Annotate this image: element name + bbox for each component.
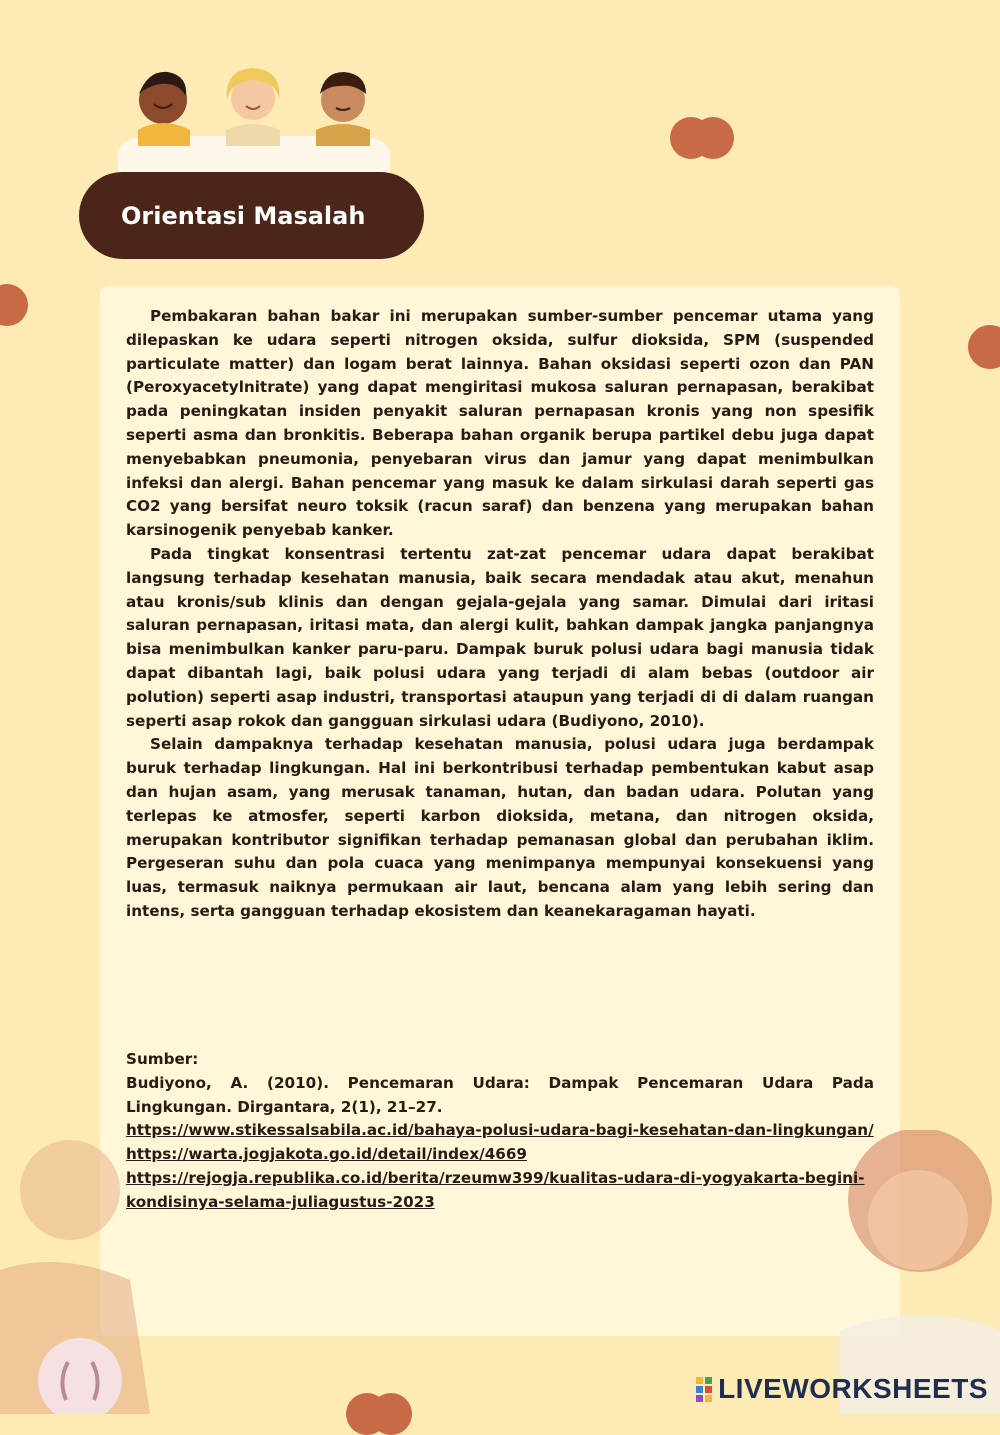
source-link[interactable]: https://warta.jogjakota.go.id/detail/index/4669 bbox=[126, 1145, 527, 1164]
liveworksheets-logo[interactable] bbox=[696, 1372, 988, 1406]
children-illustration bbox=[108, 60, 398, 180]
reference-entry: Budiyono, A. (2010). Pencemaran Udara: Dampak Pencemaran Udara Pada Lingkungan. Dirgantara, 2(1), 21–27. bbox=[126, 1073, 874, 1116]
paragraph: Selain dampaknya terhadap kesehatan manusia, polusi udara juga berdampak buruk terhadap lingkungan. Hal ini berkontribusi terhadap pembentukan kabut asap dan hujan asam, yang merusak tanaman, hutan, dan badan udara. Polutan yang terlepas ke atmosfer, seperti karbon dioksida, metana, dan nitrogen oksida, merupakan kontributor signifikan terhadap pemanasan global dan perubahan iklim. Pergeseran suhu dan pola cuaca yang menimpanya mempunyai konsekuensi yang luas, termasuk naiknya permukaan air laut, bencana alam yang lebih sering dan intens, serta gangguan terhadap ekosistem dan keanekaragaman hayati. bbox=[126, 735, 874, 920]
liveworksheets-logo-icon bbox=[696, 1377, 712, 1402]
page-title: Orientasi Masalah bbox=[121, 201, 366, 230]
paragraph: Pada tingkat konsentrasi tertentu zat-zat pencemar udara dapat berakibat langsung terhadap kesehatan manusia, baik secara mendadak atau akut, menahun atau kronis/sub klinis dan dengan gejala-gejala yang samar. Dimulai dari iritasi saluran pernapasan, iritasi mata, dan alergi kulit, bahkan dampak jangka panjangnya bisa menimbulkan kanker paru-paru. Dampak buruk polusi udara bagi manusia tidak dapat dibantah lagi, baik polusi udara yang terjadi di alam bebas (outdoor air polution) seperti asap industri, transportasi ataupun yang terjadi di di dalam ruangan seperti asap rokok dan gangguan sirkulasi udara (Budiyono, 2010). bbox=[126, 544, 874, 730]
sources-heading: Sumber: bbox=[126, 1050, 199, 1068]
paragraph: Pembakaran bahan bakar ini merupakan sumber-sumber pencemar utama yang dilepaskan ke udara seperti nitrogen oksida, sulfur dioksida, SPM (suspended particulate matter) dan logam berat lainnya. Bahan oksidasi seperti ozon dan PAN (Peroxyacetylnitrate) yang dapat mengiritasi mukosa saluran pernapasan, berakibat pada peningkatan insiden penyakit saluran pernapasan kronis yang non spesifik seperti asma dan bronkitis. Beberapa bahan organik berupa partikel debu juga dapat menyebabkan pneumonia, penyebaran virus dan jamur yang dapat menimbulkan infeksi dan alergi. Bahan pencemar yang masuk ke dalam sirkulasi darah seperti gas CO2 yang bersifat neuro toksik (racun saraf) dan benzena yang merupakan bahan karsinogenik penyebab kanker. bbox=[126, 307, 874, 540]
source-link[interactable]: https://rejogja.republika.co.id/berita/rzeumw399/kualitas-udara-di-yogyakarta-begini-kondisinya-selama-juliagustus-2023 bbox=[126, 1168, 865, 1211]
sources-section bbox=[126, 1048, 874, 1215]
decor-dot bbox=[968, 325, 1000, 369]
source-link[interactable]: https://www.stikessalsabila.ac.id/bahaya-polusi-udara-bagi-kesehatan-dan-lingkungan/ bbox=[126, 1121, 874, 1140]
decor-dot bbox=[370, 1393, 412, 1435]
main-text bbox=[126, 305, 874, 924]
section-title-pill bbox=[79, 172, 424, 259]
decor-dot bbox=[692, 117, 734, 159]
brand-text: LIVEWORKSHEETS bbox=[718, 1373, 988, 1404]
decor-dot bbox=[0, 284, 28, 326]
